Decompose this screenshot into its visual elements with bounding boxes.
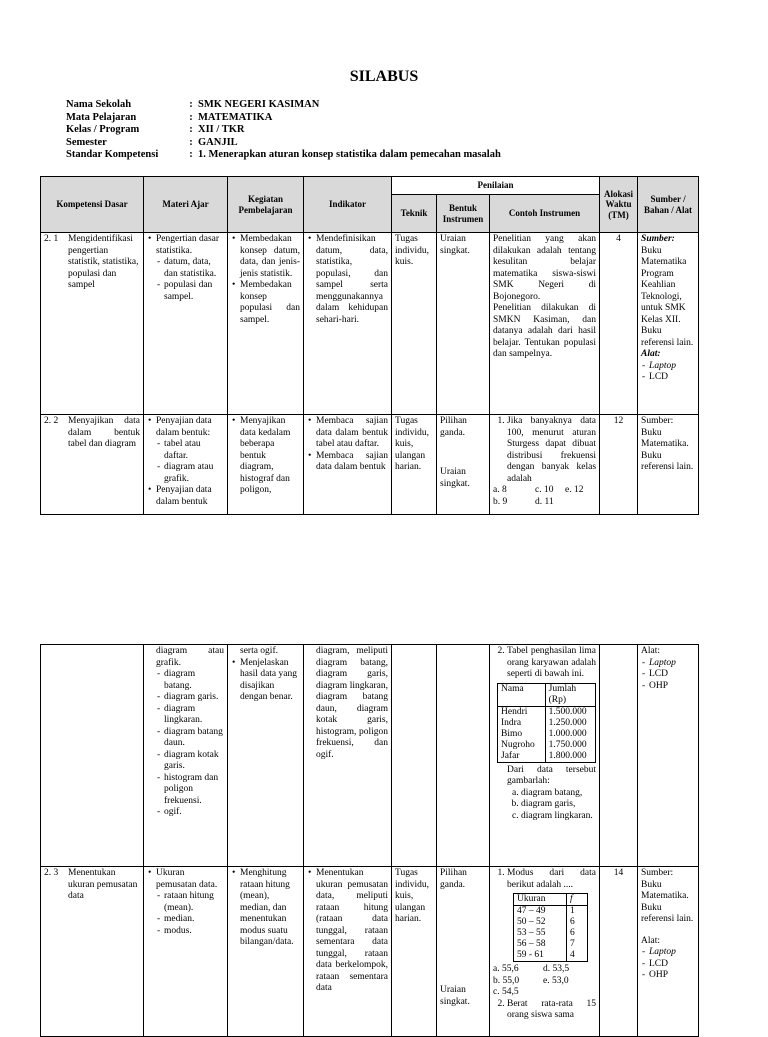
header-contoh: Contoh Instrumen	[490, 195, 600, 233]
meta-value: MATEMATIKA	[198, 111, 273, 123]
header-kegiatan: Kegiatan Pembelajaran	[228, 177, 304, 233]
meta-key: Nama Sekolah	[66, 99, 132, 110]
meta-value: SMK NEGERI KASIMAN	[198, 99, 320, 110]
page-title: SILABUS	[349, 68, 419, 85]
salary-table: Nama Jumlah (Rp) Hendri Indra Bimo Nugroho Jafar 1.500.000 1.250.000 1.000.000 1.750.000 1.800.000	[497, 683, 596, 763]
answer-options: a. 8 c. 10 e. 12 b. 9 d. 11	[493, 485, 584, 507]
header-kompetensi: Kompetensi Dasar	[41, 177, 144, 233]
meta-key: Semester	[66, 136, 107, 148]
frequency-table: Ukuran f 47 – 49 50 – 52 53 – 55 56 – 58 59 - 61 1 6 6 7 4	[513, 893, 588, 962]
header-sumber: Sumber / Bahan / Alat	[638, 177, 699, 233]
document-meta: Nama Sekolah : SMK NEGERI KASIMAN Mata Pelajaran : MATEMATIKA Kelas / Program : XII / TKR Semester : GANJIL Standar Kompetensi : 1. Menerapkan aturan konsep statistika dalam pemecahan masalah	[66, 99, 501, 160]
meta-key: Mata Pelajaran	[66, 111, 137, 123]
header-penilaian: Penilaian	[392, 177, 600, 195]
header-bentuk: Bentuk Instrumen	[437, 195, 490, 233]
answer-options: a. 55,6 d. 53,5 b. 55,0 e. 53,0 c. 54,5	[493, 964, 570, 997]
meta-value: GANJIL	[198, 136, 238, 148]
meta-value: XII / TKR	[198, 124, 245, 135]
header-materi: Materi Ajar	[144, 177, 228, 233]
table-row: 2. 1 Mengidentifikasi pengertian statistik, statistika, populasi dan sampel • Pengertian dasar statistika. - datum, data, dan statistika. - populasi dan sampel. • Membedakan konsep datum, data, dan jenis-jenis statistik. • Membedakan konsep populasi dan sampel. • Mendefinisikan datum, data, statistika, populasi, dan sampel serta menggunakannya dalam kehidupan sehari-hari. Tugas individu, kuis. Uraian singkat. Penelitian yang akan dilakukan adalah tentang kesulitan belajar matematika siswa-siswi SMK Negeri di Bojonegoro. Penelitian dilakukan di SMKN Kasiman, dan datanya adalah dari hasil belajar. Tentukan populasi dan sampelnya. 4 Sumber: Buku Matematika Program Keahlian Teknologi, untuk SMK Kelas XII. Buku referensi lain. Alat: - Laptop - LCD	[41, 233, 699, 415]
kd-text: Menyajikan data dalam bentuk tabel dan diagram	[68, 416, 140, 449]
meta-key: Kelas / Program	[66, 124, 140, 135]
syllabus-table-page2	[40, 644, 699, 1037]
header-alokasi: Alokasi Waktu (TM)	[600, 177, 638, 233]
header-indikator: Indikator	[304, 177, 392, 233]
table-row: 2. 3 Menentukan ukuran pemusatan data • Ukuran pemusatan data. - rataan hitung (mean). - median. - modus. • Menghitung rataan hitung (mean), median, dan menentukan modus suatu bilangan/data. • Menentukan ukuran pemusatan data, meliputi rataan hitung (rataan data tunggal, rataan sementara data tunggal, rataan data berkelompok, rataan sementara data Tugas individu, kuis, ulangan harian. Pilihan ganda. Uraian singkat. 1. Modus dari data berikut adalah .... Ukuran f 47 – 49 50 – 52 53 – 55 56 – 58 59 - 61 1 6 6 7 4 a. 55,6 d. 53,5 b. 55,0 e. 53,0 c. 54,5 2. Berat rata-rata 15 orang siswa sama 14 Sumber: Buku Matematika. Buku referensi lain. Alat: - Laptop - LCD - OHP	[41, 867, 699, 1037]
meta-value: 1. Menerapkan aturan konsep statistika dalam pemecahan masalah	[198, 149, 501, 160]
table-row: 2. 2 Menyajikan data dalam bentuk tabel dan diagram • Penyajian data dalam bentuk: - tabel atau daftar. - diagram atau grafik. • Penyajian data dalam bentuk • Menyajikan data kedalam beberapa bentuk diagram, histograf dan poligon, • Membaca sajian data dalam bentuk tabel atau daftar. • Membaca sajian data dalam bentuk Tugas individu, kuis, ulangan harian. Pilihan ganda. Uraian singkat. 1. Jika banyaknya data 100, menurut aturan Sturgess dapat dibuat distribusi frekuensi dengan banyak kelas adalah a. 8 c. 10 e. 12 b. 9 d. 11 12 Sumber: Buku Matematika. Buku referensi lain.	[41, 415, 699, 515]
kd-text: Menentukan ukuran pemusatan data	[68, 868, 138, 901]
kd-text: Mengidentifikasi pengertian statistik, statistika, populasi dan sampel	[68, 234, 139, 290]
syllabus-table-page1	[40, 176, 699, 515]
meta-key: Standar Kompetensi	[66, 149, 159, 160]
header-teknik: Teknik	[392, 195, 437, 233]
table-row: diagram atau grafik. - diagram batang. - diagram garis. - diagram lingkaran. - diagram batang daun. - diagram kotak garis. - histogram dan poligon frekuensi. - ogif. serta ogif. • Menjelaskan hasil data yang disajikan dengan benar. diagram, meliputi diagram batang, diagram garis, diagram lingkaran, diagram batang daun, diagram kotak garis, histogram, poligon frekuensi, dan ogif. 2. Tabel penghasilan lima orang karyawan adalah seperti di bawah ini. Nama Jumlah (Rp) Hendri Indra Bimo Nugroho Jafar 1.500.000 1.250.000 1.000.000 1.750.000 1.800.000 Dari data tersebut gambarlah: a. diagram batang, b. diagram garis, c. diagram lingkaran. Alat: - Laptop - LCD - OHP	[41, 645, 699, 867]
